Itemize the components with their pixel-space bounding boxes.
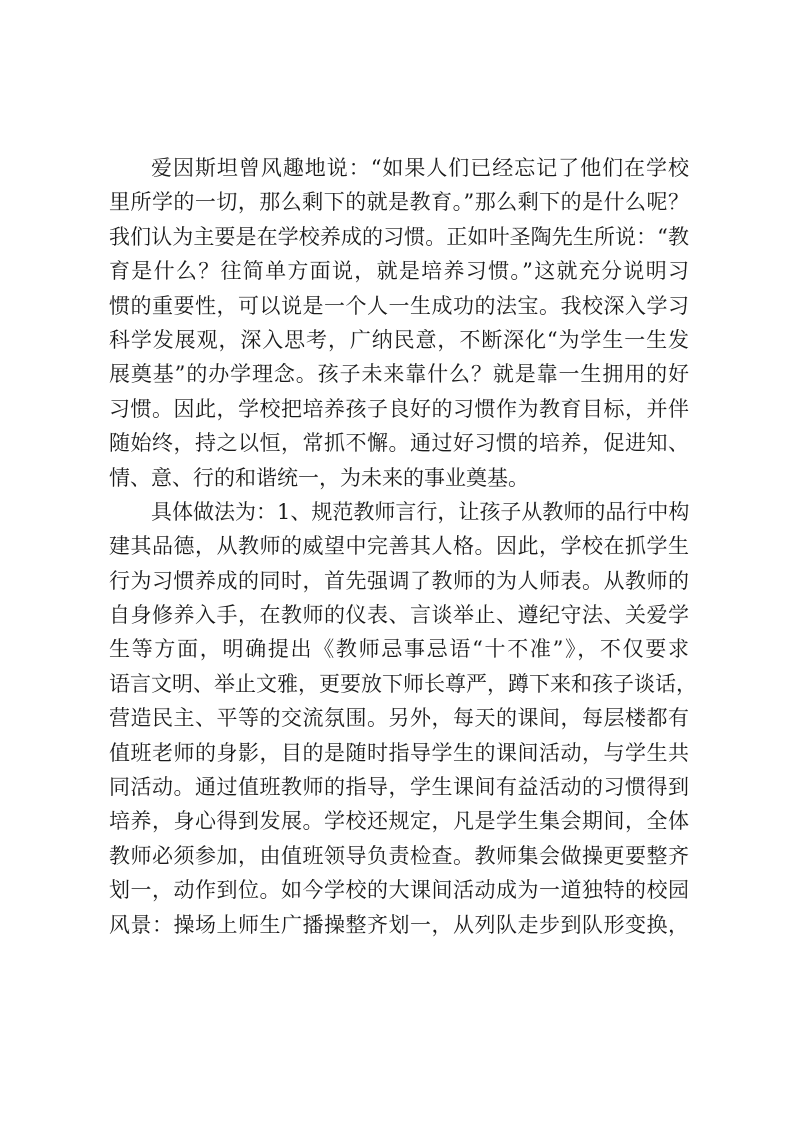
paragraph-line: 随始终，持之以恒，常抓不懈。通过好习惯的培养，促进知、 xyxy=(109,431,689,456)
paragraph-line: 风景：操场上师生广播操整齐划一，从列队走步到队形变换， xyxy=(109,912,689,937)
paragraph-line: 语言文明、举止文雅，更要放下师长尊严，蹲下来和孩子谈话， xyxy=(109,671,697,696)
paragraph-line: 里所学的一切，那么剩下的就是教育。”那么剩下的是什么呢？ xyxy=(109,190,689,215)
paragraph-line: 育是什么？往简单方面说，就是培养习惯。”这就充分说明习 xyxy=(109,259,689,284)
paragraph-line: 行为习惯养成的同时，首先强调了教师的为人师表。从教师的 xyxy=(109,568,689,593)
paragraph-line: 教师必须参加，由值班领导负责检查。教师集会做操更要整齐 xyxy=(109,843,689,868)
paragraph-line: 习惯。因此，学校把培养孩子良好的习惯作为教育目标，并伴 xyxy=(109,396,689,421)
paragraph-line: 爱因斯坦曾风趣地说：“如果人们已经忘记了他们在学校 xyxy=(151,156,689,180)
paragraph-line: 惯的重要性，可以说是一个人一生成功的法宝。我校深入学习 xyxy=(109,293,689,318)
paragraph-line: 值班老师的身影，目的是随时指导学生的课间活动，与学生共 xyxy=(109,740,689,765)
paragraph-line: 营造民主、平等的交流氛围。另外，每天的课间，每层楼都有 xyxy=(109,706,689,731)
paragraph-line: 情、意、行的和谐统一，为未来的事业奠基。 xyxy=(109,465,529,490)
paragraph-line: 同活动。通过值班教师的指导，学生课间有益活动的习惯得到 xyxy=(109,775,689,800)
paragraph-line: 划一，动作到位。如今学校的大课间活动成为一道独特的校园 xyxy=(109,878,689,903)
paragraph-1 xyxy=(109,151,689,495)
paragraph-line: 生等方面，明确提出《教师忌事忌语“十不准”》，不仅要求 xyxy=(109,637,689,662)
paragraph-2 xyxy=(109,495,697,942)
paragraph-line: 建其品德，从教师的威望中完善其人格。因此，学校在抓学生 xyxy=(109,534,689,559)
paragraph-line: 我们认为主要是在学校养成的习惯。正如叶圣陶先生所说：“教 xyxy=(109,224,689,249)
document-body xyxy=(109,151,697,942)
paragraph-line: 自身修养入手，在教师的仪表、言谈举止、遵纪守法、关爱学 xyxy=(109,603,689,628)
paragraph-line: 展奠基”的办学理念。孩子未来靠什么？就是靠一生拥用的好 xyxy=(109,362,689,387)
paragraph-line: 培养，身心得到发展。学校还规定，凡是学生集会期间，全体 xyxy=(109,809,689,834)
paragraph-line: 具体做法为：1、规范教师言行，让孩子从教师的品行中构 xyxy=(151,499,690,524)
paragraph-line: 科学发展观，深入思考，广纳民意，不断深化“为学生一生发 xyxy=(109,327,689,352)
